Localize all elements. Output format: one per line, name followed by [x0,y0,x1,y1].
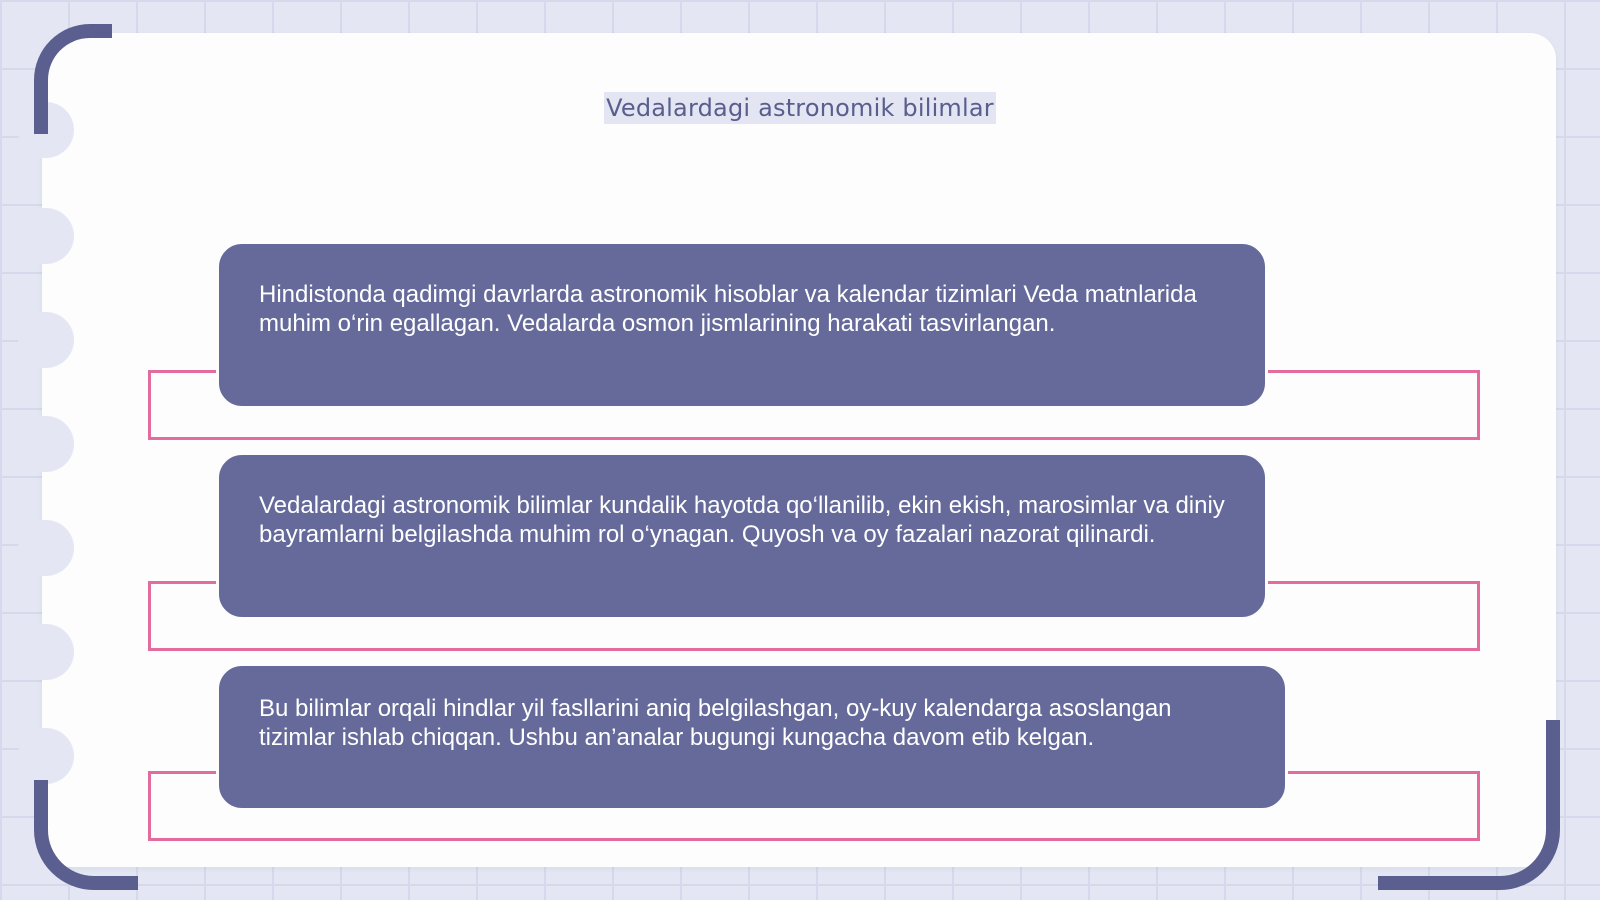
text-card-body: Bu bilimlar orqali hindlar yil fasllarini aniq belgilashgan, oy-kuy kalendarga asoslangan tizimlar ishlab chiqqan. Ushbu an’analar bugungi kungacha davom etib kelgan. [259,695,1172,751]
binder-hole [18,312,74,368]
binder-hole [18,728,74,784]
text-card-body: Vedalardagi astronomik bilimlar kundalik hayotda qo‘llanilib, ekin ekish, marosimlar va diniy bayramlarni belgilashda muhim rol o‘ynagan. Quyosh va oy fazalari nazorat qilinardi. [259,492,1225,548]
binder-hole [18,208,74,264]
slide-title: Vedalardagi astronomik bilimlar [606,94,994,122]
text-card-1 [216,241,1268,409]
text-card-body: Hindistonda qadimgi davrlarda astronomik hisoblar va kalendar tizimlari Veda matnlarida muhim o‘rin egallagan. Vedalarda osmon jismlarining harakati tasvirlangan. [259,281,1197,337]
slide-title-container [0,94,1600,122]
binder-hole [18,624,74,680]
text-card-3 [216,663,1288,811]
corner-bracket-bottom-left [34,780,138,890]
binder-hole [18,520,74,576]
text-card-2 [216,452,1268,620]
binder-hole [18,416,74,472]
